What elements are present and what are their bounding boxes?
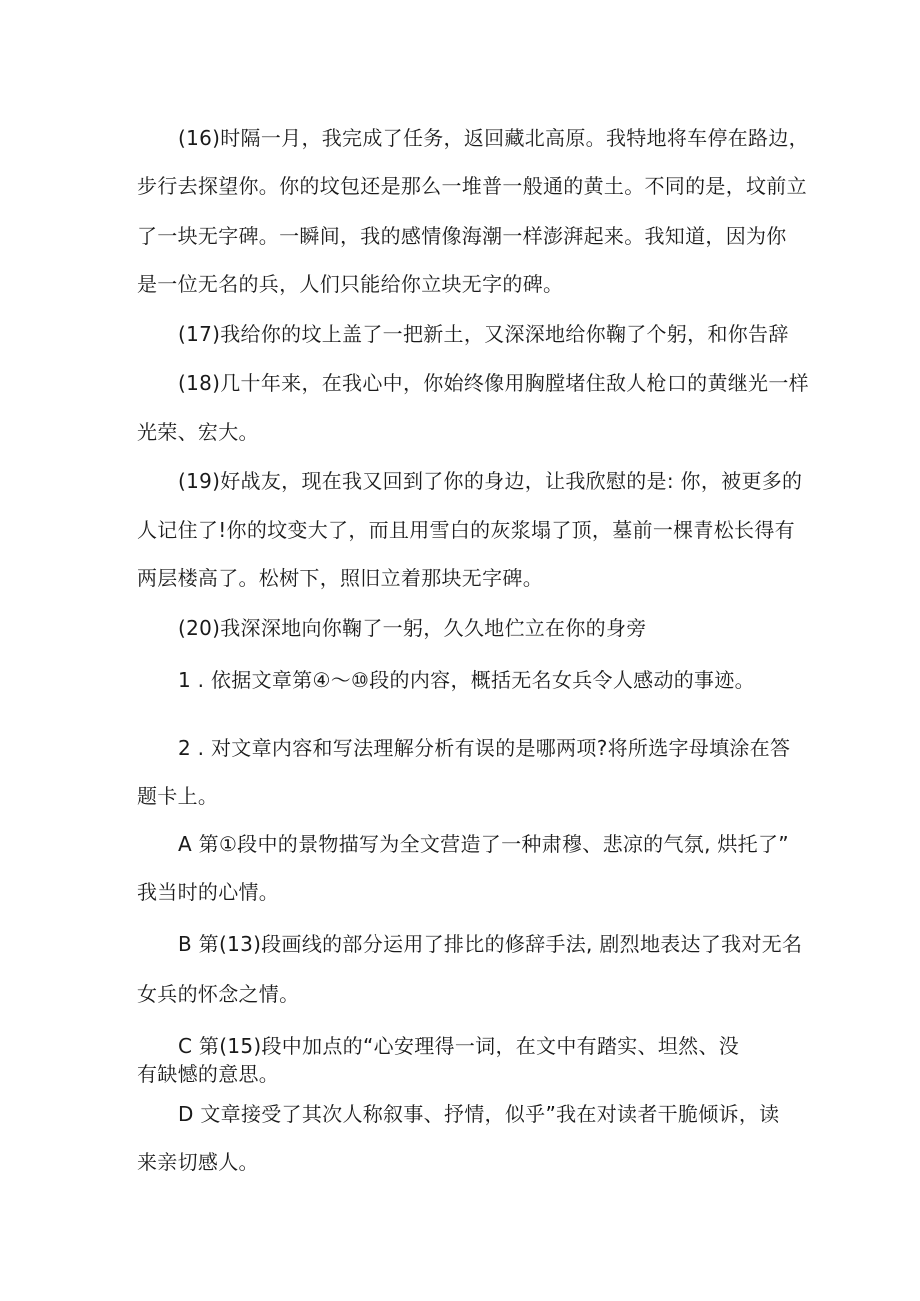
paragraph-18-line-2: 光荣、宏大。 — [137, 420, 259, 444]
paragraph-19-line-3: 两层楼高了。松树下，照旧立着那块无字碑。 — [137, 566, 543, 590]
paragraph-16-line-4: 是一位无名的兵，人们只能给你立块无字的碑。 — [137, 272, 564, 296]
option-c-line-1: C 第(15)段中加点的“心安理得一词，在文中有踏实、坦然、没 — [178, 1034, 740, 1058]
paragraph-18-line-1: (18)几十年来，在我心中，你始终像用胸膛堵住敌人枪口的黄继光一样 — [178, 371, 809, 395]
option-b-line-2: 女兵的怀念之情。 — [137, 982, 300, 1006]
option-d-line-1: D 文章接受了其次人称叙事、抒情，似乎”我在对读者干脆倾诉，读 — [178, 1102, 780, 1126]
option-b-line-1: B 第(13)段画线的部分运用了排比的修辞手法, 剧烈地表达了我对无名 — [178, 932, 803, 956]
option-c-line-2: 有缺憾的意思。 — [137, 1062, 280, 1086]
option-d-line-2: 来亲切感人。 — [137, 1150, 259, 1174]
option-a-line-2: 我当时的心情。 — [137, 880, 280, 904]
paragraph-20-line-1: (20)我深深地向你鞠了一躬，久久地伫立在你的身旁 — [178, 616, 647, 640]
option-a-line-1: A 第①段中的景物描写为全文营造了一种肃穆、悲凉的气氛, 烘托了” — [178, 832, 789, 856]
question-1-line-1: 1 . 依据文章第④～⑩段的内容，概括无名女兵令人感动的事迹。 — [178, 668, 755, 692]
question-2-line-1: 2 . 对文章内容和写法理解分析有误的是哪两项?将所选字母填涂在答 — [178, 736, 791, 760]
paragraph-17-line-1: (17)我给你的坟上盖了一把新土，又深深地给你鞠了个躬，和你告辞 — [178, 322, 789, 346]
paragraph-16-line-2: 步行去探望你。你的坟包还是那么一堆普一般通的黄土。不同的是，坟前立 — [137, 174, 807, 198]
paragraph-19-line-1: (19)好战友，现在我又回到了你的身边，让我欣慰的是: 你，被更多的 — [178, 469, 803, 493]
question-2-line-2: 题卡上。 — [137, 784, 219, 808]
paragraph-16-line-1: (16)时隔一月，我完成了任务，返回藏北高原。我特地将车停在路边， — [178, 126, 809, 150]
paragraph-16-line-3: 了一块无字碑。一瞬间，我的感情像海潮一样澎湃起来。我知道，因为你 — [137, 224, 787, 248]
paragraph-19-line-2: 人记住了!你的坟变大了，而且用雪白的灰浆塌了顶，墓前一棵青松长得有 — [137, 518, 795, 542]
